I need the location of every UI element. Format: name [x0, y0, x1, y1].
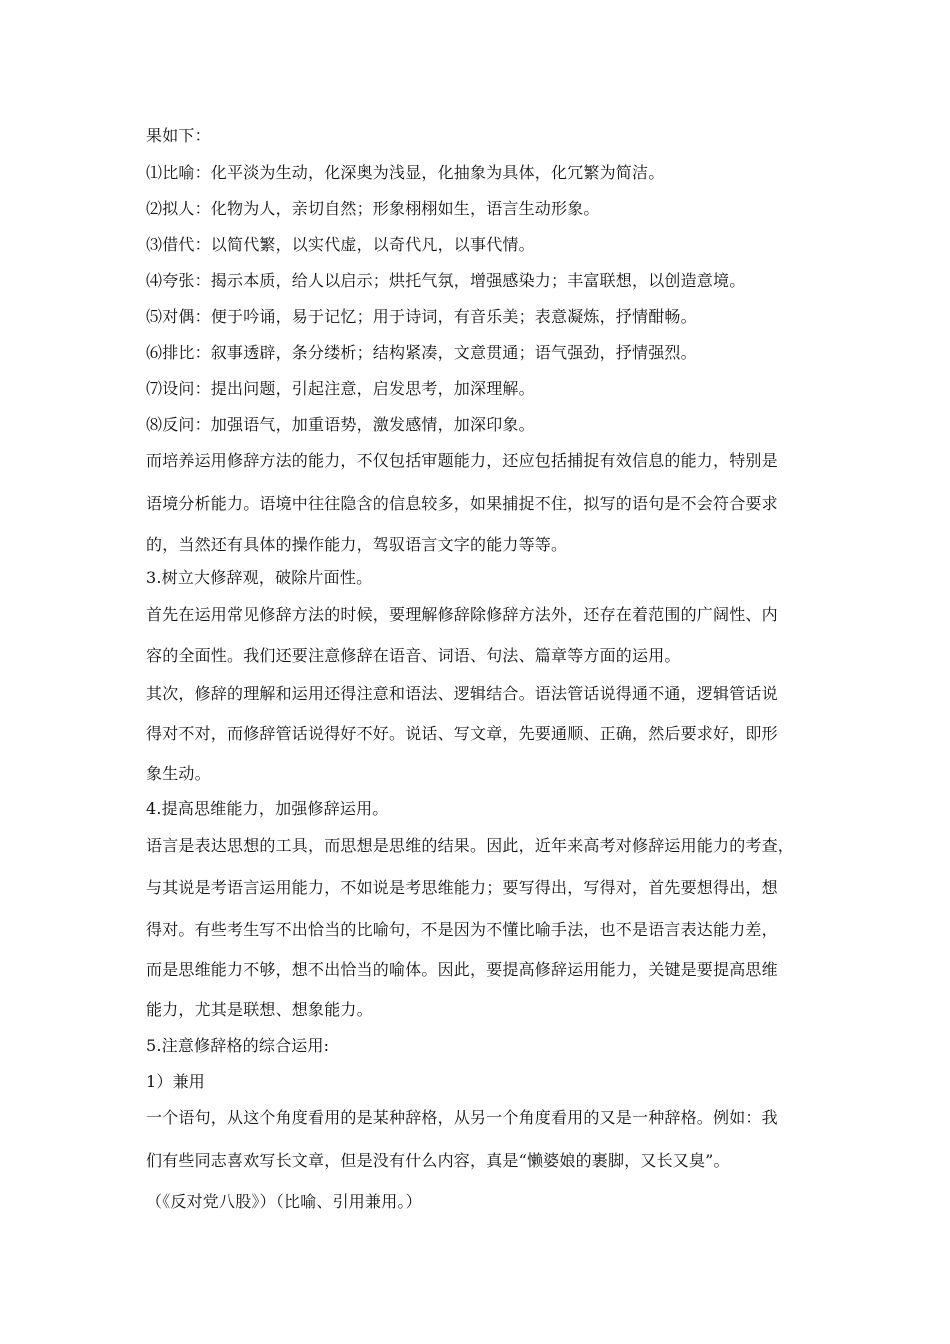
- text-line: ⑸对偶：便于吟诵，易于记忆；用于诗词，有音乐美；表意凝炼，抒情酣畅。: [146, 307, 697, 326]
- text-line: 5.注意修辞格的综合运用:: [146, 1036, 330, 1055]
- text-line: 们有些同志喜欢写长文章，但是没有什么内容，真是“懒婆娘的裹脚，又长又臭”。: [146, 1151, 730, 1170]
- text-line: 4.提高思维能力，加强修辞运用。: [146, 799, 389, 818]
- text-line: 语境分析能力。语境中往往隐含的信息较多，如果捕捉不住，拟写的语句是不会符合要求: [146, 494, 778, 513]
- text-line: ⑴比喻：化平淡为生动，化深奥为浅显，化抽象为具体，化冗繁为简洁。: [146, 163, 665, 182]
- text-line: 一个语句，从这个角度看用的是某种辞格，从另一个角度看用的又是一种辞格。例如：我: [146, 1108, 778, 1127]
- text-line: ⑹排比：叙事透辟，条分缕析；结构紧凑，文意贯通；语气强劲，抒情强烈。: [146, 343, 697, 362]
- text-line: 的，当然还有具体的操作能力，驾驭语言文字的能力等等。: [146, 535, 568, 554]
- text-line: ⑺设问：提出问题，引起注意，启发思考，加深理解。: [146, 379, 535, 398]
- text-line: ⑻反问：加强语气，加重语势，激发感情，加深印象。: [146, 415, 535, 434]
- text-line: 与其说是考语言运用能力，不如说是考思维能力；要写得出，写得对，首先要想得出，想: [146, 878, 778, 897]
- text-line: 象生动。: [146, 764, 211, 783]
- text-line: 而是思维能力不够，想不出恰当的喻体。因此，要提高修辞运用能力，关键是要提高思维: [146, 960, 778, 979]
- text-line: 其次，修辞的理解和运用还得注意和语法、逻辑结合。语法管话说得通不通，逻辑管话说: [146, 684, 778, 703]
- text-line: ⑶借代：以简代繁，以实代虚，以奇代凡，以事代情。: [146, 235, 535, 254]
- text-line: 果如下：: [146, 126, 211, 145]
- text-line: ⑵拟人：化物为人，亲切自然；形象栩栩如生，语言生动形象。: [146, 199, 600, 218]
- text-line: 语言是表达思想的工具，而思想是思维的结果。因此，近年来高考对修辞运用能力的考查，: [146, 836, 795, 855]
- text-line: 3.树立大修辞观，破除片面性。: [146, 568, 373, 587]
- text-line: 能力，尤其是联想、想象能力。: [146, 1000, 373, 1019]
- text-line: 得对。有些考生写不出恰当的比喻句，不是因为不懂比喻手法，也不是语言表达能力差，: [146, 920, 778, 939]
- text-line: 1）兼用: [146, 1072, 205, 1091]
- text-line: ⑷夸张：揭示本质，给人以启示；烘托气氛，增强感染力；丰富联想，以创造意境。: [146, 271, 746, 290]
- text-line: 首先在运用常见修辞方法的时候，要理解修辞除修辞方法外，还存在着范围的广阔性、内: [146, 605, 778, 624]
- text-line: 容的全面性。我们还要注意修辞在语音、词语、句法、篇章等方面的运用。: [146, 646, 681, 665]
- text-line: （《反对党八股》）（比喻、引用兼用。）: [146, 1192, 422, 1211]
- text-line: 得对不对，而修辞管话说得好不好。说话、写文章，先要通顺、正确，然后要求好，即形: [146, 724, 778, 743]
- text-line: 而培养运用修辞方法的能力，不仅包括审题能力，还应包括捕捉有效信息的能力，特别是: [146, 451, 778, 470]
